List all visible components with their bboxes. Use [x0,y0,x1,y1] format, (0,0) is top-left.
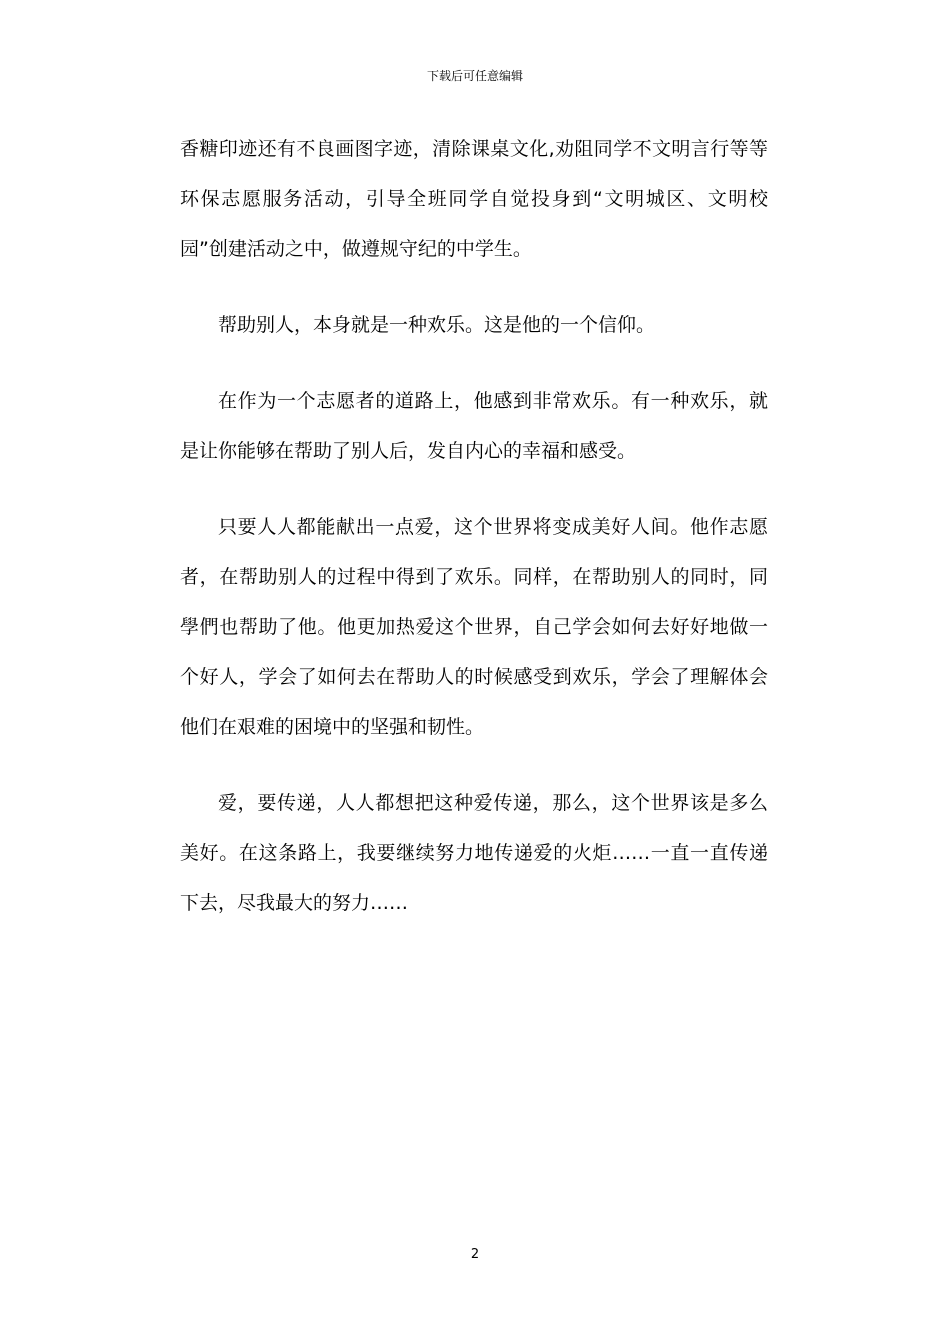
paragraph: 帮助别人，本身就是一种欢乐。这是他的一个信仰。 [218,314,656,336]
paragraph-continued: 香糖印迹还有不良画图字迹，清除课桌文化,劝阻同学不文明言行等等环保志愿服务活动，引导全班同学自觉投身到“文明城区、文明校园”创建活动之中，做遵规守纪的中学生。 [180,138,768,260]
body-text [180,124,768,954]
paragraph: 在作为一个志愿者的道路上，他感到非常欢乐。有一种欢乐，就是让你能够在帮助了别人后，发自内心的幸福和感受。 [180,390,768,462]
page-number: 2 [470,1247,480,1262]
paragraph: 爱，要传递，人人都想把这种爱传递，那么，这个世界该是多么美好。在这条路上，我要继续努力地传递爱的火炬……一直一直传递下去，尽我最大的努力…… [180,792,768,914]
paragraph: 只要人人都能献出一点爱，这个世界将变成美好人间。他作志愿者，在帮助别人的过程中得到了欢乐。同样，在帮助别人的同时，同學們也帮助了他。他更加热爱这个世界，自己学会如何去好好地做一个好人，学会了如何去在帮助人的时候感受到欢乐，学会了理解体会他们在艰难的困境中的坚强和韧性。 [180,516,768,738]
header-note: 下载后可任意编辑 [426,69,523,83]
